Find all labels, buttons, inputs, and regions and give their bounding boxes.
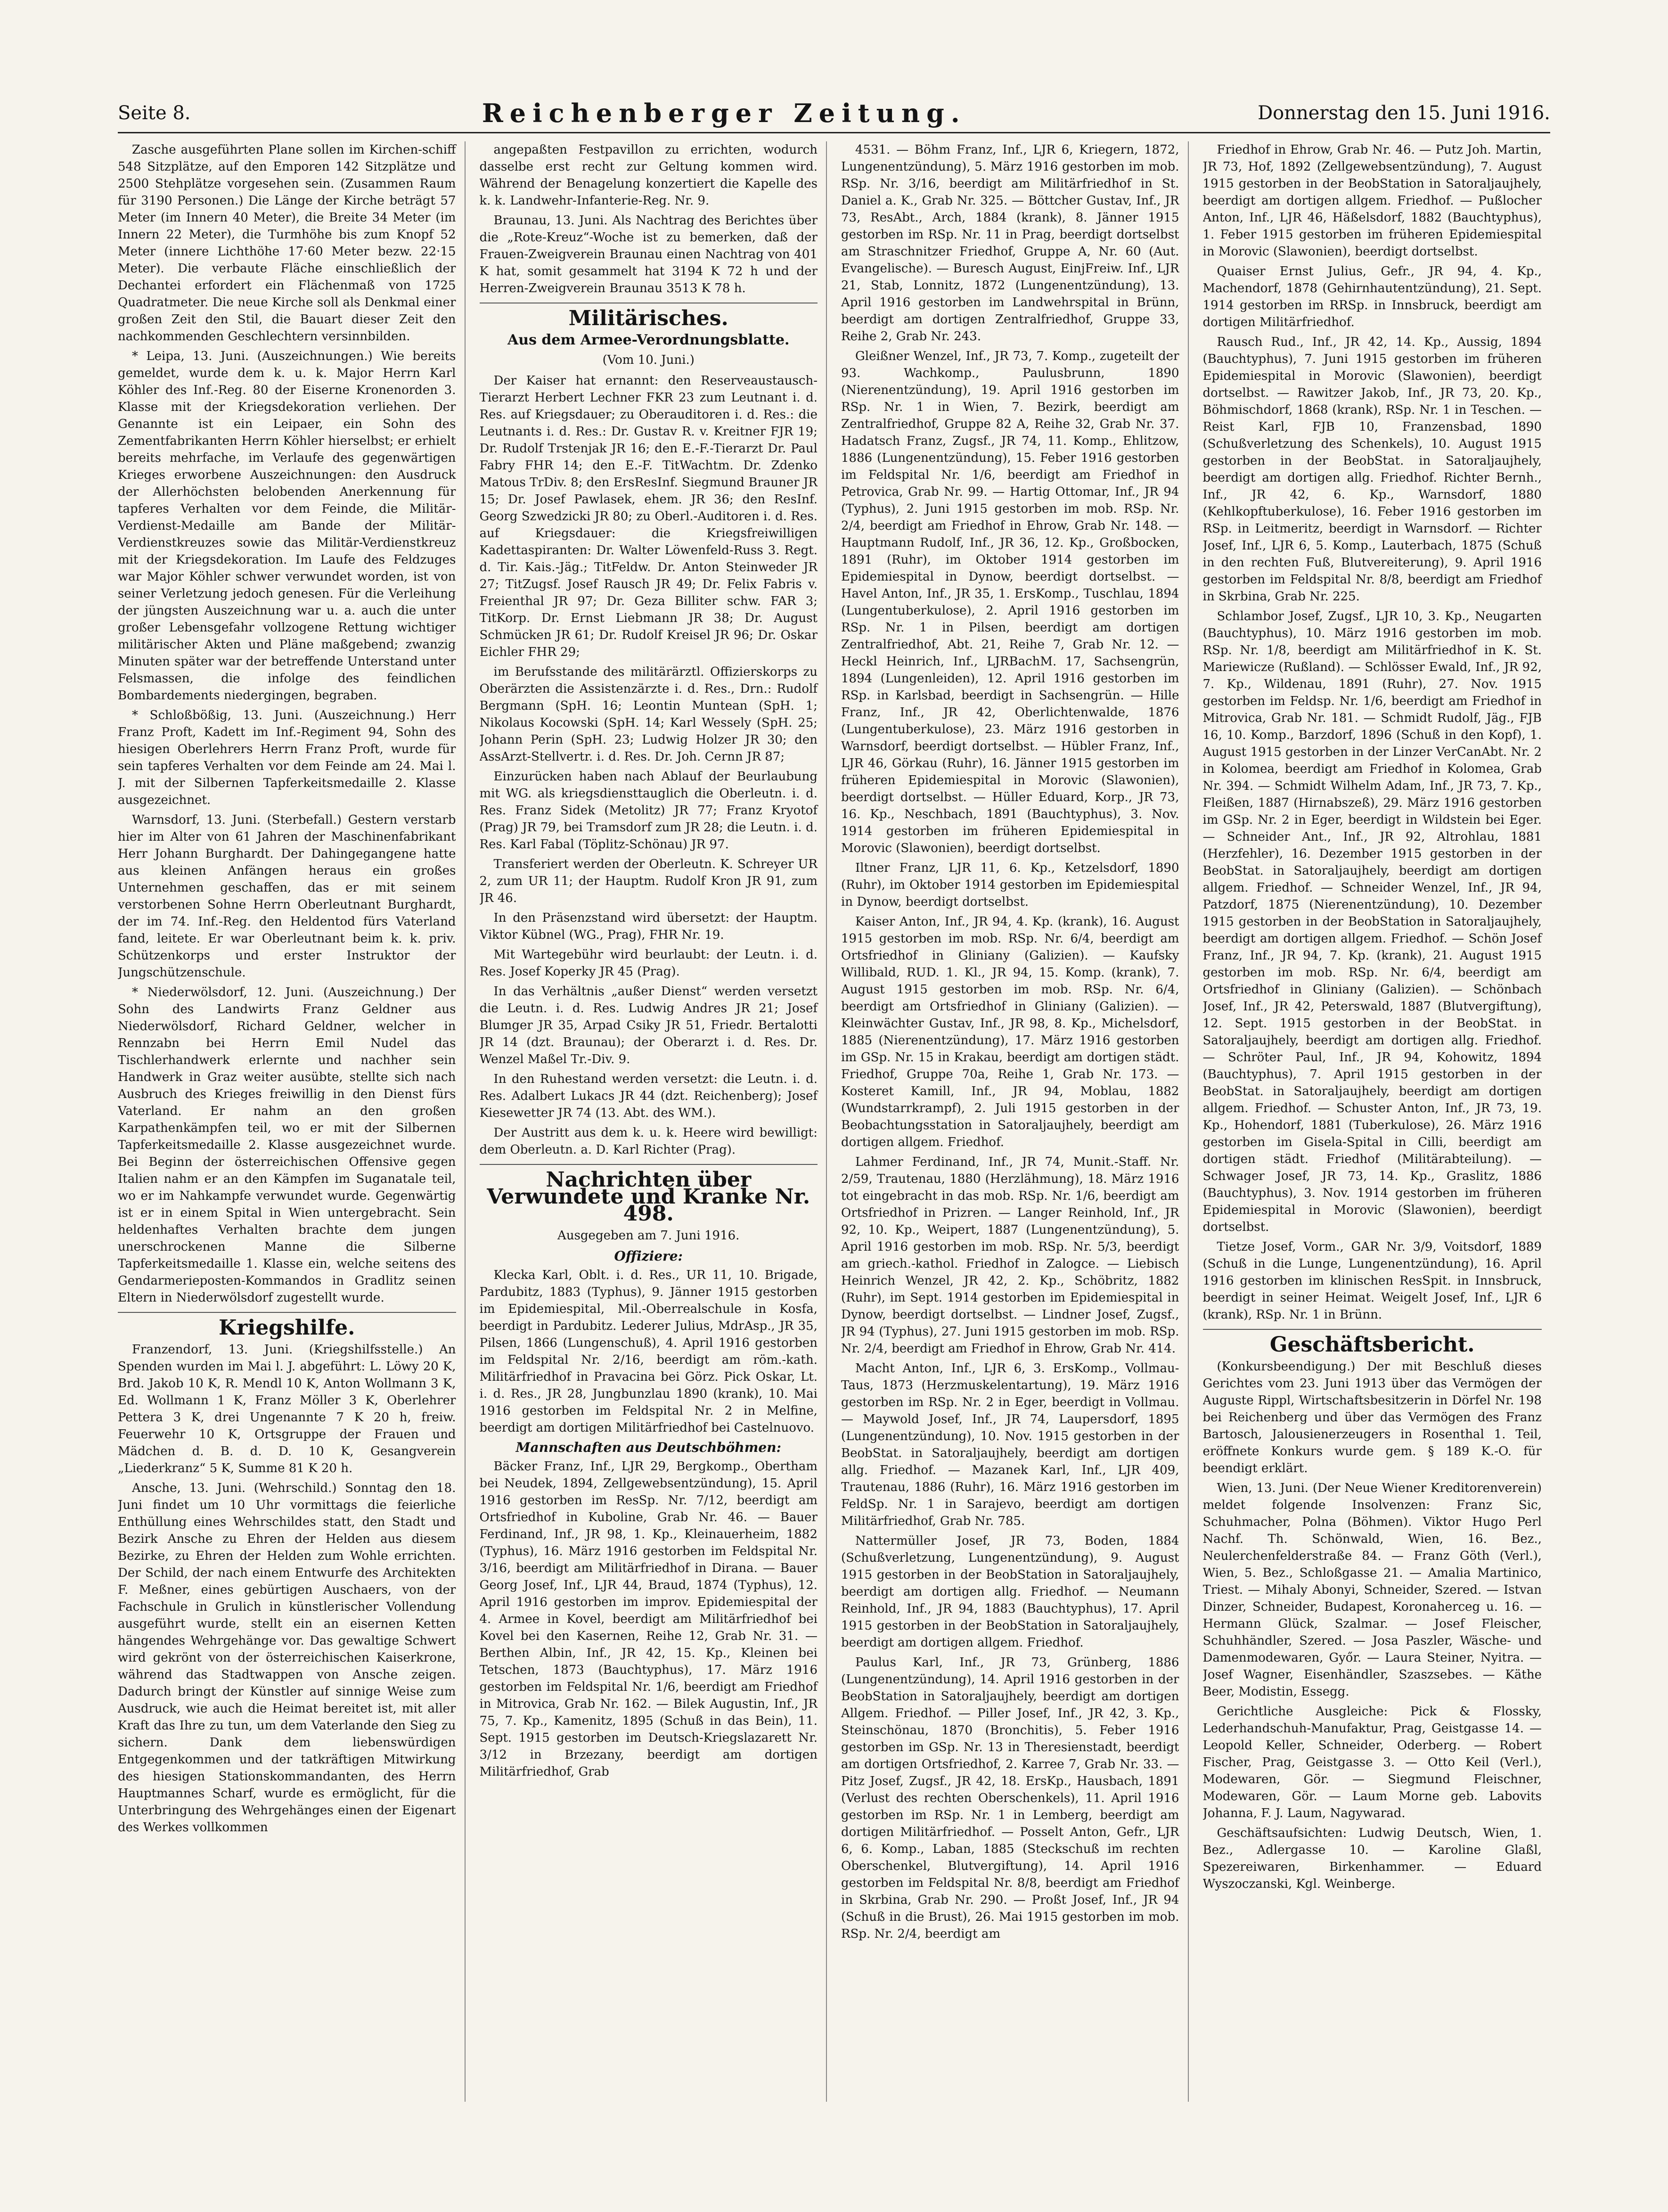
- article-paragraph: Friedhof in Ehrow, Grab Nr. 46. — Putz Joh. Martin, JR 73, Hof, 1892 (Zellgewebsentzündung), 7. August 1915 gestorben in der BeobStation in Satoraljaujhely, beerdigt am dortigen allgem. Friedhof. — Pußlocher Anton, Inf., LJR 46, Häßelsdorf, 1882 (Bauchtyphus), 1. Feber 1915 gestorben im früheren Epidemiespital in Morovic (Slawonien), beerdigt dortselbst.: [1202, 143, 1542, 259]
- dateline: (Vom 10. Juni.): [602, 353, 695, 367]
- column-4: [1203, 141, 1551, 2102]
- article-paragraph: Lahmer Ferdinand, Inf., JR 74, Munit.-Staff. Nr. 2/59, Trautenau, 1880 (Herzlähmung), 18. März 1916 tot eingebracht in das mob. RSp. Nr. 1/6, beerdigt am Ortsfriedhof in Prizren. — Langer Reinhold, Inf., JR 92, 10. Kp., Weipert, 1887 (Lungenentzündung), 5. April 1916 gestorben im mob. RSp. Nr. 5/3, beerdigt am griech.-kathol. Friedhof in Zalogce. — Liebisch Heinrich Wenzel, JR 42, 2. Kp., Schöbritz, 1882 (Ruhr), im Sept. 1914 gestorben im Epidemiespital in Dynow, beerdigt dortselbst. — Lindner Josef, Zugsf., JR 94 (Typhus), 27. Juni 1915 gestorben im mob. RSp. Nr. 2/4, beerdigt am Friedhof in Ehrow, Grab Nr. 414.: [841, 1155, 1179, 1356]
- article-paragraph: Paulus Karl, Inf., JR 73, Grünberg, 1886 (Lungenentzündung), 14. April 1916 gestorben in der BeobStation in Satoraljaujhely, beerdigt am dortigen Allgem. Friedhof. — Piller Josef, Inf., JR 42, 3. Kp., Steinschönau, 1870 (Bronchitis), 5. Feber 1916 gestorben im GSp. Nr. 13 in Theresienstadt, beerdigt am dortigen Ortsfriedhof, 2. Karree 7, Grab Nr. 33. — Pitz Josef, Zugsf., JR 42, 18. ErsKp., Hausbach, 1891 (Verlust des rechten Oberschenkels), 11. April 1916 gestorben im RSp. Nr. 1 in Lemberg, beerdigt am dortigen Militärfriedhof. — Posselt Anton, Gefr., LJR 6, 6. Komp., Laban, 1885 (Steckschuß im rechten Oberschenkel, Blutvergiftung), 14. April 1916 gestorben im Feldspital Nr. 8/8, beerdigt am Friedhof in Skrbina, Grab Nr. 290. — Proßt Josef, Inf., JR 94 (Schuß in die Brust), 26. Mai 1915 gestorben im mob. RSp. Nr. 2/4, beerdigt am: [841, 1655, 1179, 1941]
- article-paragraph: In das Verhältnis „außer Dienst“ werden versetzt die Leutn. i. d. Res. Ludwig Andres JR 21; Josef Blumger JR 35, Arpad Csiky JR 51, Friedr. Bertalotti JR 14 (dzt. Braunau); der Oberarzt i. d. Res. Dr. Wenzel Maßel Tr.-Div. 9.: [479, 984, 818, 1066]
- issue-date: Donnerstag den 15. Juni 1916.: [1258, 102, 1550, 124]
- column-3: [841, 141, 1189, 2102]
- article-paragraph: * Niederwölsdorf, 12. Juni. (Auszeichnung.) Der Sohn des Landwirts Franz Geldner aus Niederwölsdorf, Richard Geldner, welcher in Rennzabn bei Herrn Emil Nudel das Tischlerhandwerk erlernte und nachher sein Handwerk in Graz weiter ausübte, stellte sich nach Ausbruch des Krieges freiwillig in den Dienst fürs Vaterland. Er nahm an den großen Karpathenkämpfen teil, wo er mit der Silbernen Tapferkeitsmedaille 2. Klasse ausgezeichnet wurde. Bei Beginn der österreichischen Offensive gegen Italien nahm er an den Kämpfen im Suganatale teil, wo er im Nahkampfe verwundet wurde. Gegenwärtig ist er in einem Spital in Wien untergebracht. Sein heldenhaftes Verhalten brachte dem jungen unerschrockenen Manne die Silberne Tapferkeitsmedaille 1. Klasse ein, welche seitens des Gendarmerieposten-Kommandos in Gradlitz seinen Eltern in Niederwölsdorf zugestellt wurde.: [118, 985, 456, 1305]
- article-paragraph: Der Kaiser hat ernannt: den Reserveaustausch-Tierarzt Herbert Lechner FKR 23 zum Leutnant i. d. Res. auf Kriegsdauer; zu Oberauditoren i. d. Res.: die Leutnants i. d. Res.: Dr. Gustav R. v. Kreitner FJR 19; Dr. Rudolf Trstenjak JR 16; den E.-F.-Tierarzt Dr. Paul Fabry FHR 14; den E.-F. TitWachtm. Dr. Zdenko Matous TrDiv. 8; den ErsResInf. Siegmund Brauner JR 15; Dr. Josef Pawlasek, ehem. JR 36; den ResInf. Georg Szwedzicki JR 80; zu Oberl.-Auditoren i. d. Res. auf Kriegsdauer: die Kriegsfreiwilligen Kadettaspiranten: Dr. Walter Löwenfeld-Russ 3. Regt. d. Tir. Kais.-Jäg.; TitFeldw. Dr. Anton Steinweder JR 27; TitZugsf. Josef Rausch JR 49; Dr. Felix Fabris v. Freienthal JR 97; Dr. Geza Billiter schw. FAR 3; TitKorp. Dr. Ernst Liebmann JR 38; Dr. August Schmücken JR 61; Dr. Rudolf Kreisel JR 96; Dr. Oskar Eichler FHR 29;: [479, 374, 818, 659]
- subheading-offiziere: Offiziere:: [614, 1248, 683, 1264]
- article-paragraph: Tietze Josef, Vorm., GAR Nr. 3/9, Voitsdorf, 1889 (Schuß in die Lunge, Lungenentzündung), 16. April 1916 gestorben im klinischen ResSpit. in Innsbruck, beerdigt in seiner Heimat. Weigelt Josef, Inf., LJR 6 (krank), RSp. Nr. 1 in Brünn.: [1202, 1240, 1542, 1322]
- article-paragraph: Nattermüller Josef, JR 73, Boden, 1884 (Schußverletzung, Lungenentzündung), 9. August 1915 gestorben in der BeobStation in Satoraljaujhely, beerdigt am dortigen allg. Friedhof. — Neumann Reinhold, Inf., JR 94, 1883 (Bauchtyphus), 17. April 1915 gestorben in der BeobStation in Satoraljaujhely, beerdigt am dortigen allgem. Friedhof.: [841, 1534, 1179, 1650]
- article-paragraph: Der Austritt aus dem k. u. k. Heere wird bewilligt: dem Oberleutn. a. D. Karl Richter (Prag).: [479, 1126, 818, 1157]
- article-paragraph: Bäcker Franz, Inf., LJR 29, Bergkomp., Obertham bei Neudek, 1894, Zellgewebsentzündung), 15. April 1916 gestorben im ResSp. Nr. 7/12, beerdigt am Ortsfriedhof in Kuboline, Grab Nr. 46. — Bauer Ferdinand, Inf., JR 98, 1. Kp., Kleinauerheim, 1882 (Typhus), 16. März 1916 gestorben im Feldspital Nr. 3/16, beerdigt am Militärfriedhof in Dirana. — Bauer Georg Josef, Inf., LJR 44, Braud, 1874 (Typhus), 12. April 1916 gestorben im improv. Epidemiespital der 4. Armee in Kovel, beerdigt am Militärfriedhof bei Kovel bei den Kasernen, Reihe 12, Grab Nr. 31. — Berthen Albin, Inf., JR 42, 15. Kp., Kleinen bei Tetschen, 1873 (Bauchtyphus), 17. März 1916 gestorben im Feldspital Nr. 1/6, beerdigt am Friedhof in Mitrovica, Grab Nr. 162. — Bilek Augustin, Inf., JR 75, 7. Kp., Kamenitz, 1895 (Schuß in das Bein), 11. Sept. 1915 gestorben im Deutsch-Kriegslazarett Nr. 3/12 in Brzezany, beerdigt am dortigen Militärfriedhof, Grab: [479, 1459, 818, 1779]
- article-paragraph: Schlambor Josef, Zugsf., LJR 10, 3. Kp., Neugarten (Bauchtyphus), 10. März 1916 gestorben im mob. RSp. Nr. 1/8, beerdigt am Militärfriedhof in K. St. Mariewicze (Rußland). — Schlösser Ewald, Inf., JR 92, 7. Kp., Wildenau, 1891 (Ruhr), 27. Nov. 1915 gestorben im Feldsp. Nr. 1/6, beerdigt am Friedhof in Mitrovica, Grab Nr. 181. — Schmidt Rudolf, Jäg., FJB 16, 10. Komp., Barzdorf, 1896 (Schuß in den Kopf), 1. August 1915 gestorben in der Linzer VerCanAbt. Nr. 2 in Kolomea, beerdigt am Friedhof in Kolomea, Grab Nr. 394. — Schmidt Wilhelm Adam, Inf., JR 73, 7. Kp., Fleißen, 1887 (Hirnabszeß), 29. März 1916 gestorben im GSp. Nr. 2 in Eger, beerdigt in Wildstein bei Eger. — Schneider Ant., Inf., JR 92, Altrohlau, 1881 (Herzfehler), 16. Dezember 1915 gestorben in der BeobStat. in Satoraljaujhely, beerdigt am dortigen allgem. Friedhof. — Schneider Wenzel, Inf., JR 94, Patzdorf, 1875 (Nierenentzündung), 10. Dezember 1915 gestorben in der BeobStation in Satoraljaujhely, beerdigt am dortigen allgem. Friedhof. — Schön Josef Franz, Inf., JR 94, 7. Kp. (krank), 21. August 1915 gestorben im mob. RSp. Nr. 6/4, beerdigt am Ortsfriedhof in Gliniany (Galizien). — Schönbach Josef, Inf., JR 42, Peterswald, 1887 (Blutvergiftung), 12. Sept. 1915 gestorben in der BeobStat. in Satoraljaujhely, beerdigt am dortigen allg. Friedhof. — Schröter Paul, Inf., JR 94, Kohowitz, 1894 (Bauchtyphus), 7. April 1915 gestorben in der BeobStat. in Satoraljaujhely, beerdigt am dortigen allgem. Friedhof. — Schuster Anton, Inf., JR 73, 19. Kp., Hohendorf, 1881 (Tuberkulose), 26. März 1916 gestorben im Gisela-Spital in Cilli, beerdigt am dortigen städt. Friedhof (Militärabteilung). — Schwager Josef, JR 73, 14. Kp., Graslitz, 1886 (Bauchtyphus), 3. Nov. 1914 gestorben im früheren Epidemiespital in Morovic (Slawonien), beerdigt dortselbst.: [1202, 609, 1542, 1234]
- masthead: [118, 94, 1550, 133]
- column-1: [118, 141, 466, 2102]
- divider: [1203, 1329, 1542, 1330]
- article-paragraph: Geschäftsaufsichten: Ludwig Deutsch, Wien, 1. Bez., Adlergasse 10. — Karoline Glaßl, Spezereiwaren, Birkenhammer. — Eduard Wyszoczanski, Kgl. Weinberge.: [1202, 1826, 1542, 1891]
- divider: [480, 1164, 818, 1165]
- article-paragraph: * Schloßbößig, 13. Juni. (Auszeichnung.) Herr Franz Proft, Kadett im Inf.-Regiment 94, Sohn des hiesigen Oberlehrers Herrn Franz Proft, wurde für sein tapferes Verhalten vor dem Feinde am 24. Mai l. J. mit der Silbernen Tapferkeitsmedaille 2. Klasse ausgezeichnet.: [118, 708, 456, 807]
- article-paragraph: Warnsdorf, 13. Juni. (Sterbefall.) Gestern verstarb hier im Alter von 61 Jahren der Maschinenfabrikant Herr Johann Burghardt. Der Dahingegangene hatte aus kleinen Anfängen heraus ein großes Unternehmen geschaffen, das er mit seinem verstorbenen Sohne Herrn Oberleutnant Burghardt, der im 74. Inf.-Reg. den Heldentod fürs Vaterland fand, leitete. Er war Oberleutnant beim k. k. priv. Schützenkorps und erster Instruktor der Jungschützenschule.: [118, 813, 456, 980]
- subheading-mannschaften: Mannschaften aus Deutschböhmen:: [515, 1440, 781, 1455]
- article-paragraph: * Leipa, 13. Juni. (Auszeichnungen.) Wie bereits gemeldet, wurde dem k. u. k. Major Herrn Karl Köhler des Inf.-Reg. 80 der Eiserne Kronenorden 3. Klasse mit der Kriegsdekoration verliehen. Der Genannte ist ein Leipaer, ein Sohn des Zementfabrikanten Herrn Köhler hierselbst; er erhielt bereits mehrfache, im Verlaufe des gegenwärtigen Krieges erworbene Auszeichnungen: den Ausdruck der Allerhöchsten belobenden Anerkennung für tapferes Verhalten vor dem Feinde, die Militär-Verdienst-Medaille am Bande der Militär-Verdienstkreuzes sowie das Militär-Verdienstkreuz mit der Kriegsdekoration. Im Laufe des Feldzuges war Major Köhler schwer verwundet worden, ist von seiner Verletzung jedoch genesen. Für die Verleihung der jüngsten Auszeichnung war u. a. auch die unter großer Lebensgefahr vollzogene Rettung wichtiger militärischer Akten und Pläne maßgebend; zwanzig Minuten später war der betreffende Unterstand unter Felsmassen, die infolge des feindlichen Bombardements niedergingen, begraben.: [118, 349, 456, 703]
- article-paragraph: Mit Wartegebühr wird beurlaubt: der Leutn. i. d. Res. Josef Koperky JR 45 (Prag).: [479, 948, 818, 979]
- article-paragraph: (Konkursbeendigung.) Der mit Beschluß dieses Gerichtes vom 23. Juni 1913 über das Vermögen der Auguste Rippl, Wirtschaftsbesitzerin in Dörfel Nr. 198 bei Reichenberg und über das Vermögen des Franz Bartosch, Jalousienerzeugers in Rosenthal 1. Teil, eröffnete Konkurs wurde gem. § 189 K.-O. für beendigt erklärt.: [1202, 1360, 1542, 1475]
- column-2: [480, 141, 827, 2102]
- article-paragraph: Ansche, 13. Juni. (Wehrschild.) Sonntag den 18. Juni findet um 10 Uhr vormittags die feierliche Enthüllung eines Wehrschildes statt, den Stadt und Bezirk Ansche zu Ehren der Helden aus diesem Bezirke, zu Ehren der Helden zum Wohle errichten. Der Schild, der nach einem Entwurfe des Architekten F. Meßner, eines gebürtigen Auschaers, von der Fachschule in Grulich in künstlerischer Vollendung ausgeführt wurde, stellt ein an eisernen Ketten hängendes Wehrgehänge vor. Das gewaltige Schwert wird gekrönt von der österreichischen Kaiserkrone, während das Stadtwappen von Ansche zeigen. Dadurch bringt der Künstler auf sinnige Weise zum Ausdruck, wie auch die Heimat bereitet ist, mit aller Kraft das Ihre zu tun, um dem Vaterlande den Sieg zu sichern. Dank dem liebenswürdigen Entgegenkommen und der tatkräftigen Mitwirkung des hiesigen Stationskommandanten, des Herrn Hauptmannes Scharf, wurde es ermöglicht, für die Unterbringung des Wehrgehänges einen der Eigenart des Werkes vollkommen: [118, 1481, 456, 1835]
- article-paragraph: Transferiert werden der Oberleutn. K. Schreyer UR 2, zum UR 11; der Hauptm. Rudolf Kron JR 91, zum JR 46.: [479, 857, 818, 905]
- newspaper-title: Reichenberger Zeitung.: [482, 98, 966, 128]
- article-paragraph: 4531. — Böhm Franz, Inf., LJR 6, Kriegern, 1872, Lungenentzündung), 5. März 1916 gestorben im mob. RSp. Nr. 3/16, beerdigt am Militärfriedhof in St. Daniel a. K., Grab Nr. 325. — Böttcher Gustav, Inf., JR 73, ResAbt., Arch, 1884 (krank), 8. Jänner 1915 gestorben im RSp. Nr. 11 in Prag, beerdigt dortselbst am Straschnitzer Friedhof, Gruppe A, Nr. 60 (Aut. Evangelische). — Buresch August, EinjFreiw. Inf., LJR 21, Stab, Lonnitz, 1872 (Lungenentzündung), 13. April 1916 gestorben im Landwehrspital in Brünn, beerdigt am dortigen Zentralfriedhof, Gruppe 33, Reihe 2, Grab Nr. 243.: [841, 143, 1179, 344]
- article-paragraph: Einzurücken haben nach Ablauf der Beurlaubung mit WG. als kriegsdiensttauglich die Oberleutn. i. d. Res. Franz Sidek (Metolitz) JR 77; Franz Kryotof (Prag) JR 79, bei Tramsdorf zum JR 28; die Leutn. i. d. Res. Karl Fabal (Töplitz-Schönau) JR 97.: [479, 770, 818, 852]
- article-paragraph: Gerichtliche Ausgleiche: Pick & Flossky, Lederhandschuh-Manufaktur, Prag, Geistgasse 14. — Leopold Keller, Schneider, Oderberg. — Robert Fischer, Prag, Geistgasse 3. — Otto Keil (Verl.), Modewaren, Gör. — Siegmund Fleischner, Modewaren, Gör. — Laum Morne geb. Labovits Johanna, F. J. Laum, Nagywarad.: [1202, 1704, 1542, 1820]
- article-paragraph: Rausch Rud., Inf., JR 42, 14. Kp., Aussig, 1894 (Bauchtyphus), 7. Juni 1915 gestorben im früheren Epidemiespital in Morovic (Slawonien), beerdigt dortselbst. — Rawitzer Jakob, Inf., JR 73, 20. Kp., Böhmischdorf, 1868 (krank), RSp. Nr. 1 in Teschen. — Reist Karl, FJB 10, Franzensbad, 1890 (Schußverletzung des Schenkels), 10. August 1915 gestorben in der BeobStat. in Satoraljaujhely, beerdigt am dortigen allg. Friedhof. Richter Bernh., Inf., JR 42, 6. Kp., Warnsdorf, 1880 (Kehlkopftuberkulose), 16. Feber 1916 gestorben im RSp. in Leitmeritz, beerdigt in Warnsdorf. — Richter Josef, Inf., LJR 6, 5. Komp., Lauterbach, 1875 (Schuß in den rechten Fuß, Blutvereiterung), 9. April 1916 gestorben im Feldspital Nr. 8/8, beerdigt am Friedhof in Skrbina, Grab Nr. 225.: [1202, 335, 1542, 604]
- article-paragraph: Macht Anton, Inf., LJR 6, 3. ErsKomp., Vollmau-Taus, 1873 (Herzmuskelentartung), 19. März 1916 gestorben im RSp. Nr. 2 in Eger, beerdigt in Vollmau. — Maywold Josef, Inf., JR 74, Laupersdorf, 1895 (Lungenentzündung), 10. Nov. 1915 gestorben in der BeobStat. in Satoraljaujhely, beerdigt am dortigen allg. Friedhof. — Mazanek Karl, Inf., LJR 409, Trautenau, 1886 (Ruhr), 16. März 1916 gestorben im FeldSp. Nr. 1 in Sarajevo, beerdigt am dortigen Militärfriedhof, Grab Nr. 785.: [841, 1361, 1179, 1528]
- article-paragraph: Kaiser Anton, Inf., JR 94, 4. Kp. (krank), 16. August 1915 gestorben im mob. RSp. Nr. 6/4, beerdigt am Ortsfriedhof in Gliniany (Galizien). — Kaufsky Willibald, RUD. 1. Kl., JR 94, 15. Komp. (krank), 7. August 1915 gestorben im mob. RSp. Nr. 6/4, beerdigt am Ortsfriedhof in Gliniany (Galizien). — Kleinwächter Gustav, Inf., JR 98, 8. Kp., Michelsdorf, 1885 (Nierenentzündung), 17. März 1916 gestorben im GSp. Nr. 15 in Krakau, beerdigt am dortigen städt. Friedhof, Gruppe 70a, Reihe 1, Grab Nr. 173. — Kosteret Kamill, Inf., JR 94, Moblau, 1882 (Wundstarrkrampf), 2. Juli 1915 gestorben in der Beobachtungsstation in Satoraljaujhely, beerdigt am dortigen allgem. Friedhof.: [841, 915, 1179, 1149]
- article-paragraph: Braunau, 13. Juni. Als Nachtrag des Berichtes über die „Rote-Kreuz“-Woche ist zu bemerken, daß der Frauen-Zweigverein Braunau einen Nachtrag von 401 K hat, somit gesammelt hat 3194 K 72 h und der Herren-Zweigverein Braunau 3513 K 78 h.: [479, 213, 818, 295]
- section-heading-nachrichten: Nachrichten über Verwundete und Kranke Nr. 498.: [487, 1168, 810, 1226]
- article-paragraph: Klecka Karl, Oblt. i. d. Res., UR 11, 10. Brigade, Pardubitz, 1883 (Typhus), 9. Jänner 1915 gestorben im Epidemiespital, Mil.-Oberrealschule in Kosfa, beerdigt in Pardubitz. Lederer Julius, MdrAsp., JR 35, Pilsen, 1866 (Lungenschuß), 4. April 1916 gestorben im Feldspital Nr. 2/16, beerdigt am röm.-kath. Militärfriedhof in Pravacina bei Görz. Pick Oskar, Lt. i. d. Res., JR 28, Jungbunzlau 1890 (krank), 10. Mai 1916 gestorben im Feldspital Nr. 2 in Melfine, beerdigt am dortigen Militärfriedhof bei Castelnuovo.: [479, 1268, 818, 1435]
- section-heading-geschaeftsbericht: Geschäftsbericht.: [1269, 1333, 1475, 1357]
- article-paragraph: Gleißner Wenzel, Inf., JR 73, 7. Komp., zugeteilt der 93. Wachkomp., Paulusbrunn, 1890 (Nierenentzündung), 19. April 1916 gestorben im RSp. Nr. 1 in Wien, 7. Bezirk, beerdigt am Zentralfriedhof, Gruppe 82 A, Reihe 32, Grab Nr. 37. Hadatsch Franz, Zugsf., JR 74, 11. Komp., Ehlitzow, 1886 (Lungenentzündung), 15. Feber 1916 gestorben im Feldspital Nr. 1/6, beerdigt am Friedhof in Petrovica, Grab Nr. 99. — Hartig Ottomar, Inf., JR 94 (Typhus), 2. Juni 1915 gestorben im mob. RSp. Nr. 2/4, beerdigt am Friedhof in Ehrow, Grab Nr. 148. — Hauptmann Rudolf, Inf., JR 36, 12. Kp., Großbocken, 1891 (Ruhr), im Oktober 1914 gestorben im Epidemiespital in Dynow, beerdigt dortselbst. — Havel Anton, Inf., JR 35, 1. ErsKomp., Tuschlau, 1894 (Lungentuberkulose), 2. April 1916 gestorben im RSp. Nr. 1 in Pilsen, beerdigt am dortigen Zentralfriedhof, Abt. 21, Reihe 7, Grab Nr. 12. — Heckl Heinrich, Inf., LJRBachM. 17, Sachsengrün, 1894 (Lungenleiden), 12. April 1916 gestorben im RSp. in Karlsbad, beerdigt in Sachsengrün. — Hille Franz, Inf., JR 42, Oberlichtenwalde, 1876 (Lungentuberkulose), 23. März 1916 gestorben in Warnsdorf, beerdigt dortselbst. — Hübler Franz, Inf., LJR 46, Görkau (Ruhr), 16. Jänner 1915 gestorben im früheren Epidemiespital in Morovic (Slawonien), beerdigt dortselbst. — Hüller Eduard, Korp., JR 73, 16. Kp., Neschbach, 1891 (Bauchtyphus), 3. Nov. 1914 gestorben im früheren Epidemiespital in Morovic (Slawonien), beerdigt dortselbst.: [841, 349, 1179, 855]
- article-paragraph: im Berufsstande des militärärztl. Offizierskorps zu Oberärzten die Assistenzärzte i. d. Res., Drn.: Rudolf Bergmann (SpH. 16; Leontin Muntean (SpH. 1; Nikolaus Kocowski (SpH. 14; Karl Wessely (SpH. 25; Johann Perin (SpH. 23; Ludwig Holzer JR 30; den AssArzt-Stellvertr. i. d. Res. Dr. Joh. Cernn JR 87;: [479, 665, 818, 764]
- article-paragraph: Wien, 13. Juni. (Der Neue Wiener Kreditorenverein) meldet folgende Insolvenzen: Franz Sic, Schuhmacher, Polna (Böhmen). Viktor Hugo Perl Nachf. Th. Schönwald, Wien, 16. Bez., Neulerchenfelderstraße 84. — Franz Göth (Verl.), Wien, 5. Bez., Schloßgasse 21. — Amalia Martinico, Triest. — Mihaly Abonyi, Schneider, Szered. — Istvan Dinzer, Schneider, Budapest, Koronaherceg u. 16. — Hermann Glück, Szalmar. — Josef Fleischer, Schuhhändler, Szered. — Josa Paszler, Wäsche- und Damenmodewaren, Győr. — Laura Steiner, Nyitra. — Josef Wagner, Eisenhändler, Szaszsebes. — Käthe Beer, Modistin, Essegg.: [1202, 1481, 1542, 1699]
- article-paragraph: In den Präsenzstand wird übersetzt: der Hauptm. Viktor Kübnel (WG., Prag), FHR Nr. 19.: [479, 911, 818, 942]
- section-heading-militaerisches: Militärisches.: [568, 306, 728, 330]
- section-heading-kriegshilfe: Kriegshilfe.: [219, 1316, 355, 1340]
- article-paragraph: Zasche ausgeführten Plane sollen im Kirchen-schiff 548 Sitzplätze, auf den Emporen 142 Sitzplätze und 2500 Stehplätze vorgesehen sein. (Zusammen Raum für 3190 Personen.) Die Länge der Kirche beträgt 57 Meter (im Innern 40 Meter), die Breite 34 Meter (im Innern 22 Meter), die Turmhöhe bis zum Knopf 52 Meter (innere Lichthöhe 17·60 Meter bezw. 22·15 Meter). Die verbaute Fläche einschließlich der Dechantei erfordert ein Flächenmaß von 1725 Quadratmeter. Die neue Kirche soll als Denkmal einer großen Zeit den Stil, die Bauart dieser Zeit den nachkommenden Geschlechtern versinnbilden.: [118, 143, 456, 344]
- divider: [118, 1312, 456, 1313]
- columns: [118, 141, 1550, 2102]
- article-paragraph: Quaiser Ernst Julius, Gefr., JR 94, 4. Kp., Machendorf, 1878 (Gehirnhautentzündung), 21. Sept. 1914 gestorben im RRSp. in Innsbruck, beerdigt am dortigen Militärfriedhof.: [1202, 264, 1542, 329]
- article-paragraph: angepaßten Festpavillon zu errichten, wodurch dasselbe erst recht zur Geltung kommen wird. Während der Benagelung konzertiert die Kapelle des k. k. Landwehr-Infanterie-Reg. Nr. 9.: [479, 143, 818, 208]
- subheading-armee: Aus dem Armee-Verordnungsblatte.: [507, 332, 790, 348]
- article-paragraph: Franzendorf, 13. Juni. (Kriegshilfsstelle.) An Spenden wurden im Mai l. J. abgeführt: L. Löwy 20 K, Brd. Jakob 10 K, R. Mendl 10 K, Anton Wollmann 3 K, Ed. Wollmann 1 K, Franz Möller 3 K, Oberlehrer Pettera 3 K, drei Ungenannte 7 K 20 h, freiw. Feuerwehr 10 K, Ortsgruppe der Frauen und Mädchen d. B. d. D. 10 K, Gesangverein „Liederkranz“ 5 K, Summe 81 K 20 h.: [118, 1343, 456, 1475]
- dateline: Ausgegeben am 7. Juni 1916.: [557, 1229, 740, 1243]
- article-paragraph: In den Ruhestand werden versetzt: die Leutn. i. d. Res. Adalbert Lukacs JR 44 (dzt. Reichenberg); Josef Kiesewetter JR 74 (13. Abt. des WM.).: [479, 1072, 818, 1120]
- article-paragraph: Iltner Franz, LJR 11, 6. Kp., Ketzelsdorf, 1890 (Ruhr), im Oktober 1914 gestorben im Epidemiespital in Dynow, beerdigt dortselbst.: [841, 861, 1179, 909]
- page-label: Seite 8.: [118, 102, 191, 124]
